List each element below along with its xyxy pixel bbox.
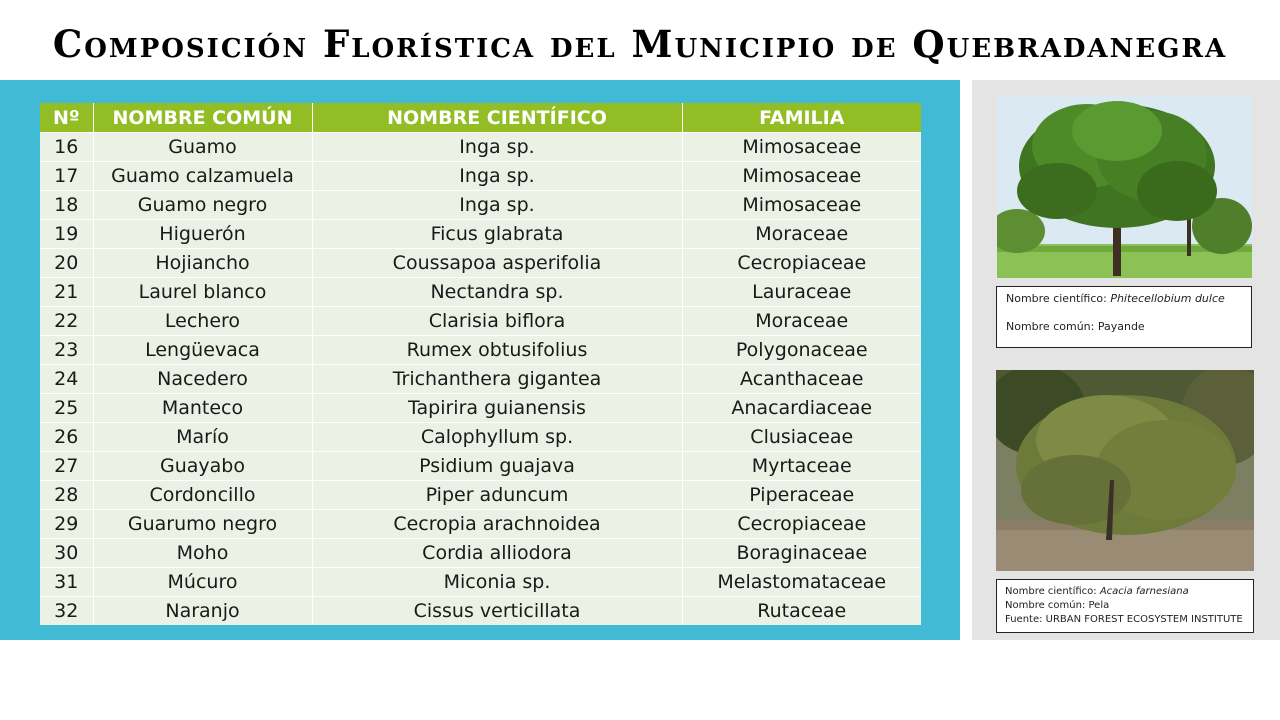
table-row [40,539,921,568]
caption-payande-scientific [1006,292,1242,306]
cell-common-name: Múcuro [93,568,312,597]
cell-family: Acanthaceae [682,365,921,394]
cell-number: 25 [40,394,93,423]
cell-common-name: Guamo calzamuela [93,162,312,191]
cell-common-name: Moho [93,539,312,568]
cell-common-name: Lechero [93,307,312,336]
table-row [40,278,921,307]
cell-scientific-name: Cissus verticillata [312,597,682,626]
cell-scientific-name: Nectandra sp. [312,278,682,307]
cell-scientific-name: Rumex obtusifolius [312,336,682,365]
header-common-name: NOMBRE COMÚN [93,103,312,133]
header-family: FAMILIA [682,103,921,133]
cell-scientific-name: Miconia sp. [312,568,682,597]
cell-family: Cecropiaceae [682,249,921,278]
cell-family: Myrtaceae [682,452,921,481]
table-row [40,365,921,394]
table-row [40,191,921,220]
cell-scientific-name: Tapirira guianensis [312,394,682,423]
table-row [40,597,921,626]
cell-common-name: Guamo negro [93,191,312,220]
cell-number: 23 [40,336,93,365]
table-row [40,162,921,191]
cell-number: 27 [40,452,93,481]
cell-scientific-name: Ficus glabrata [312,220,682,249]
tree-photo-pela [996,370,1254,571]
tree-photo-pela-image [996,370,1254,571]
cell-scientific-name: Inga sp. [312,191,682,220]
table-row [40,510,921,539]
cell-family: Anacardiaceae [682,394,921,423]
cell-family: Lauraceae [682,278,921,307]
cell-family: Mimosaceae [682,133,921,162]
cell-scientific-name: Coussapoa asperifolia [312,249,682,278]
cell-common-name: Hojiancho [93,249,312,278]
cell-family: Rutaceae [682,597,921,626]
caption-payande [996,286,1252,348]
header-scientific-name: NOMBRE CIENTÍFICO [312,103,682,133]
caption-pela-common [1005,599,1245,613]
caption-payande-common [1006,320,1242,334]
table-row [40,336,921,365]
cell-family: Boraginaceae [682,539,921,568]
table-row [40,452,921,481]
cell-number: 29 [40,510,93,539]
cell-number: 31 [40,568,93,597]
cell-family: Mimosaceae [682,191,921,220]
table-body [40,133,921,626]
cell-number: 30 [40,539,93,568]
cell-scientific-name: Trichanthera gigantea [312,365,682,394]
caption-pela [996,579,1254,633]
cell-scientific-name: Inga sp. [312,162,682,191]
cell-scientific-name: Cecropia arachnoidea [312,510,682,539]
cell-scientific-name: Calophyllum sp. [312,423,682,452]
tree-photo-payande [997,96,1252,278]
caption-pela-scientific [1005,585,1245,599]
cell-family: Polygonaceae [682,336,921,365]
cell-common-name: Guarumo negro [93,510,312,539]
cell-common-name: Higuerón [93,220,312,249]
cell-number: 18 [40,191,93,220]
table-row [40,220,921,249]
cell-scientific-name: Clarisia biflora [312,307,682,336]
common-label: Nombre común: [1006,320,1098,333]
source-name: URBAN FOREST ECOSYSTEM INSTITUTE [1045,614,1243,625]
source-label: Fuente: [1005,614,1046,625]
cell-scientific-name: Inga sp. [312,133,682,162]
cell-common-name: Cordoncillo [93,481,312,510]
cell-number: 17 [40,162,93,191]
cell-number: 24 [40,365,93,394]
cell-common-name: Guayabo [93,452,312,481]
cell-number: 21 [40,278,93,307]
cell-common-name: Naranjo [93,597,312,626]
cell-family: Moraceae [682,220,921,249]
cell-number: 19 [40,220,93,249]
cell-number: 16 [40,133,93,162]
cell-number: 20 [40,249,93,278]
table-row [40,481,921,510]
flora-table [40,103,921,625]
cell-number: 26 [40,423,93,452]
page-title: Composición Florística del Municipio de Quebradanegra [52,22,1228,66]
header-number: Nº [40,103,93,133]
table-row [40,423,921,452]
scientific-name: Acacia farnesiana [1099,586,1189,597]
cell-scientific-name: Piper aduncum [312,481,682,510]
cell-common-name: Marío [93,423,312,452]
scientific-name: Phitecellobium dulce [1110,292,1225,305]
tree-photo-payande-image [997,96,1252,278]
table-row [40,249,921,278]
cell-family: Mimosaceae [682,162,921,191]
table-row [40,568,921,597]
cell-common-name: Nacedero [93,365,312,394]
caption-pela-source [1005,613,1245,627]
cell-scientific-name: Psidium guajava [312,452,682,481]
cell-family: Melastomataceae [682,568,921,597]
cell-common-name: Manteco [93,394,312,423]
cell-number: 28 [40,481,93,510]
common-name: Payande [1097,320,1145,333]
cell-number: 22 [40,307,93,336]
cell-family: Cecropiaceae [682,510,921,539]
cell-scientific-name: Cordia alliodora [312,539,682,568]
cell-family: Clusiaceae [682,423,921,452]
table-row [40,307,921,336]
common-name: Pela [1088,600,1110,611]
scientific-label: Nombre científico: [1005,586,1100,597]
cell-family: Piperaceae [682,481,921,510]
table-header-row [40,103,921,133]
table-row [40,133,921,162]
cell-family: Moraceae [682,307,921,336]
scientific-label: Nombre científico: [1006,292,1111,305]
cell-common-name: Guamo [93,133,312,162]
table-row [40,394,921,423]
cell-common-name: Laurel blanco [93,278,312,307]
common-label: Nombre común: [1005,600,1089,611]
cell-common-name: Lengüevaca [93,336,312,365]
cell-number: 32 [40,597,93,626]
